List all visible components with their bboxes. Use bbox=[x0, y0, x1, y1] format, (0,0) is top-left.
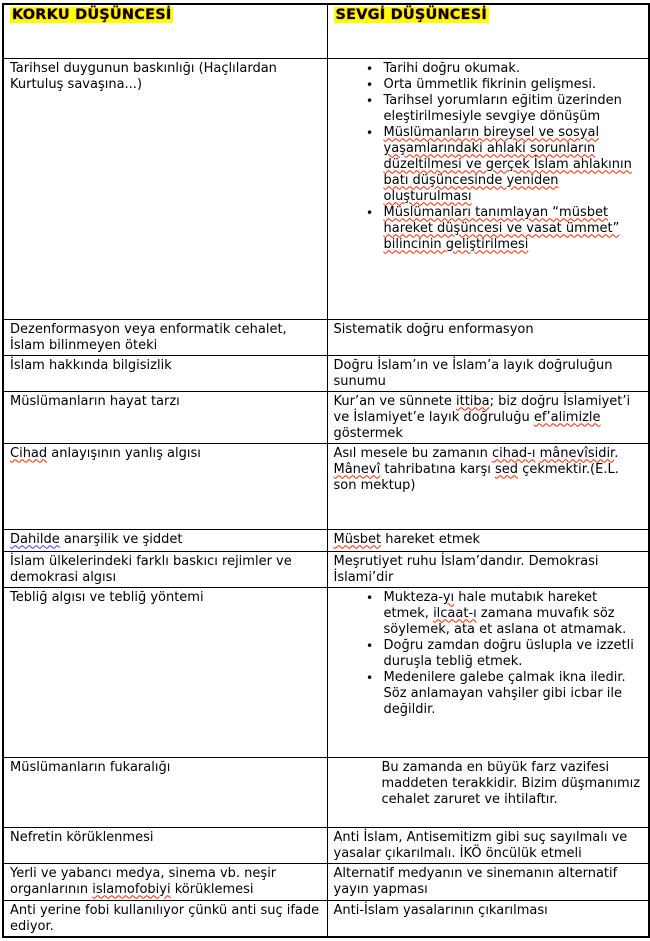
bullet-item bbox=[356, 93, 645, 125]
bullet-text bbox=[384, 590, 645, 638]
cell-text bbox=[10, 554, 323, 586]
bullet-item bbox=[356, 590, 645, 638]
bullet-item bbox=[356, 125, 645, 205]
comparison-table bbox=[2, 3, 650, 938]
bullet-list bbox=[334, 61, 645, 253]
misspelled-text-segment: Dahilde bbox=[10, 531, 60, 547]
cell-text bbox=[10, 830, 323, 846]
korku-cell bbox=[3, 443, 327, 529]
text-segment: Anti yerine fobi kullanılıyor çünkü anti suç ifade ediyor. bbox=[10, 902, 320, 934]
misspelled-text-segment: islamofobiyi bbox=[92, 881, 171, 897]
sevgi-cell bbox=[327, 391, 649, 443]
misspelled-text-segment: ilcaat-ı bbox=[433, 605, 477, 621]
cell-text bbox=[10, 532, 323, 548]
text-segment: Orta ümmetlik fikrinin gelişmesi. bbox=[383, 76, 597, 92]
cell-text bbox=[334, 554, 645, 586]
cell-text bbox=[334, 322, 645, 338]
misspelled-text-segment: yı bbox=[442, 589, 455, 605]
text-segment: Kur’an ve sünnete bbox=[333, 393, 456, 409]
text-segment: Anti İslam, Antisemitizm gibi suç sayılmalı ve yasalar çıkarılmalı. İKÖ öncülük etmeli bbox=[333, 829, 628, 861]
korku-cell bbox=[3, 391, 327, 443]
bullet-text bbox=[384, 77, 645, 93]
text-segment: Dezenformasyon veya enformatik cehalet, İslam bilinmeyen öteki bbox=[10, 321, 287, 353]
misspelled-text-segment: ef’alimizle bbox=[533, 409, 601, 425]
text-segment: hale mutabık hareket etmek, bbox=[383, 589, 598, 621]
table-row bbox=[3, 443, 649, 529]
text-segment: hareket etmek bbox=[381, 531, 481, 547]
cell-text bbox=[334, 358, 645, 390]
text-segment: Müslümanların fukaralığı bbox=[10, 759, 171, 775]
bullet-text bbox=[384, 125, 645, 205]
sevgi-header-cell bbox=[327, 4, 649, 58]
korku-cell bbox=[3, 58, 327, 319]
korku-cell bbox=[3, 757, 327, 827]
text-segment: Tebliğ algısı ve tebliğ yöntemi bbox=[10, 589, 204, 605]
cell-text bbox=[334, 830, 645, 862]
cell-text bbox=[334, 903, 645, 919]
sevgi-cell bbox=[327, 551, 649, 587]
table-row bbox=[3, 319, 649, 355]
cell-text bbox=[10, 903, 323, 935]
table-row bbox=[3, 391, 649, 443]
bullet-icon: • bbox=[365, 205, 374, 220]
text-segment: . bbox=[614, 445, 619, 461]
bullet-icon: • bbox=[365, 93, 374, 108]
text-segment: Bu zamanda en büyük farz vazifesi maddeten terakkidir. Bizim düşmanımız cehalet zaruret ve ihtilaftır. bbox=[381, 759, 641, 807]
korku-cell bbox=[3, 529, 327, 551]
text-segment: Doğru zamdan doğru üslupla ve izzetli duruşla tebliğ etmek. bbox=[383, 637, 634, 669]
sevgi-cell bbox=[327, 587, 649, 757]
text-segment: göstermek bbox=[333, 425, 403, 441]
bullet-icon: • bbox=[365, 638, 374, 653]
cell-text bbox=[334, 866, 645, 898]
korku-header-label: KORKU DÜŞÜNCESİ bbox=[12, 7, 172, 23]
bullet-list bbox=[334, 590, 645, 718]
misspelled-text-segment: mânevîsidir bbox=[539, 445, 615, 461]
text-segment: çekmektir.(E.L. son mektup) bbox=[333, 461, 619, 493]
text-segment: körüklemesi bbox=[170, 881, 254, 897]
cell-text bbox=[334, 760, 645, 808]
text-segment: İslam ülkelerindeki farklı baskıcı rejimler ve demokrasi algısı bbox=[10, 553, 292, 585]
korku-header-cell bbox=[3, 4, 327, 58]
misspelled-text-segment: Müslümanları tanımlayan “müsbet hareket düşüncesi ve vasat ümmet” bilincinin geliştirilmesi bbox=[383, 204, 620, 252]
text-segment: Nefretin körüklenmesi bbox=[10, 829, 154, 845]
bullet-icon: • bbox=[365, 125, 374, 140]
sevgi-cell bbox=[327, 319, 649, 355]
bullet-item bbox=[356, 205, 645, 253]
text-segment: İslam hakkında bilgisizlik bbox=[10, 357, 172, 373]
korku-cell bbox=[3, 827, 327, 863]
bullet-icon: • bbox=[365, 670, 374, 685]
table-row bbox=[3, 58, 649, 319]
sevgi-cell bbox=[327, 827, 649, 863]
table-row bbox=[3, 529, 649, 551]
text-segment: Anti-İslam yasalarının çıkarılması bbox=[333, 902, 548, 918]
sevgi-cell bbox=[327, 863, 649, 900]
bullet-icon: • bbox=[365, 590, 374, 605]
text-segment: zamana muvafık söz söylemek, ata et aslana ot atmamak. bbox=[383, 605, 627, 637]
sevgi-cell bbox=[327, 529, 649, 551]
text-segment: Asıl mesele bu zamanın bbox=[333, 445, 492, 461]
table-row bbox=[3, 757, 649, 827]
table-row bbox=[3, 900, 649, 937]
text-segment: Tarihi doğru okumak. bbox=[383, 60, 520, 76]
text-segment: tahribatına karşı bbox=[380, 461, 496, 477]
bullet-text bbox=[384, 670, 645, 718]
sevgi-cell bbox=[327, 443, 649, 529]
cell-text bbox=[10, 760, 323, 776]
table-row bbox=[3, 551, 649, 587]
sevgi-cell bbox=[327, 757, 649, 827]
text-segment: Tarihsel duygunun baskınlığı (Haçlılardan Kurtuluş savaşına...) bbox=[10, 60, 277, 92]
text-segment: anarşilik ve şiddet bbox=[59, 531, 183, 547]
text-segment: Meşrutiyet ruhu İslam’dandır. Demokrasi İslami’dir bbox=[333, 553, 599, 585]
cell-text bbox=[10, 61, 323, 93]
cell-text bbox=[10, 590, 323, 606]
cell-text bbox=[334, 394, 645, 442]
sevgi-header-label: SEVGİ DÜŞÜNCESİ bbox=[335, 7, 487, 23]
sevgi-cell bbox=[327, 355, 649, 391]
text-segment: Müslümanların hayat tarzı bbox=[10, 393, 180, 409]
cell-text bbox=[334, 532, 645, 548]
korku-cell bbox=[3, 900, 327, 937]
korku-cell bbox=[3, 587, 327, 757]
cell-text bbox=[10, 322, 323, 354]
bullet-text bbox=[384, 205, 645, 253]
table-row bbox=[3, 863, 649, 900]
bullet-item bbox=[356, 670, 645, 718]
text-segment: ; biz doğru İslamiyet’i ve İslamiyet’e layık doğruluğu bbox=[333, 393, 631, 425]
bullet-text bbox=[384, 638, 645, 670]
korku-cell bbox=[3, 863, 327, 900]
korku-cell bbox=[3, 355, 327, 391]
text-segment: Doğru İslam’ın ve İslam’a layık doğruluğun sunumu bbox=[333, 357, 613, 389]
misspelled-text-segment: ittiba bbox=[455, 393, 490, 409]
text-segment: Medenilere galebe çalmak ikna iledir. Söz anlamayan vahşiler gibi icbar ile değildir. bbox=[383, 669, 626, 717]
text-segment: Sistematik doğru enformasyon bbox=[333, 321, 534, 337]
misspelled-text-segment: Cihad bbox=[10, 445, 48, 461]
bullet-item bbox=[356, 61, 645, 77]
cell-text bbox=[10, 866, 323, 898]
table-row bbox=[3, 355, 649, 391]
misspelled-text-segment: Müsbet bbox=[333, 531, 382, 547]
comparison-table-body bbox=[3, 58, 649, 937]
table-row bbox=[3, 827, 649, 863]
bullet-icon: • bbox=[365, 77, 374, 92]
sevgi-cell bbox=[327, 58, 649, 319]
bullet-icon: • bbox=[365, 61, 374, 76]
cell-text bbox=[10, 446, 323, 462]
text-segment: Mukteza- bbox=[383, 589, 443, 605]
bullet-item bbox=[356, 638, 645, 670]
bullet-text bbox=[384, 93, 645, 125]
text-segment: anlayışının yanlış algısı bbox=[47, 445, 201, 461]
text-segment: Alternatif medyanın ve sinemanın alternatif yayın yapması bbox=[333, 865, 618, 897]
korku-cell bbox=[3, 319, 327, 355]
cell-text bbox=[10, 358, 323, 374]
bullet-text bbox=[384, 61, 645, 77]
sevgi-cell bbox=[327, 900, 649, 937]
cell-text bbox=[334, 446, 645, 494]
misspelled-text-segment: cihad-ı bbox=[491, 445, 536, 461]
misspelled-text-segment: Mânevî bbox=[333, 461, 381, 477]
header-row bbox=[3, 4, 649, 58]
table-row bbox=[3, 587, 649, 757]
text-segment: Tarihsel yorumların eğitim üzerinden eleştirilmesiyle sevgiye dönüşüm bbox=[383, 92, 622, 124]
misspelled-text-segment: Müslümanların bireysel ve sosyal yaşamlarındaki ahlaki sorunların düzeltilmesi ve gerçek İslam ahlakının batı düşüncesinde yeniden oluşturulması bbox=[383, 124, 632, 204]
misspelled-text-segment: sed bbox=[495, 461, 519, 477]
bullet-item bbox=[356, 77, 645, 93]
text-segment: Yerli ve yabancı medya, sinema vb. neşir organlarının bbox=[10, 865, 277, 897]
korku-cell bbox=[3, 551, 327, 587]
cell-text bbox=[10, 394, 323, 410]
